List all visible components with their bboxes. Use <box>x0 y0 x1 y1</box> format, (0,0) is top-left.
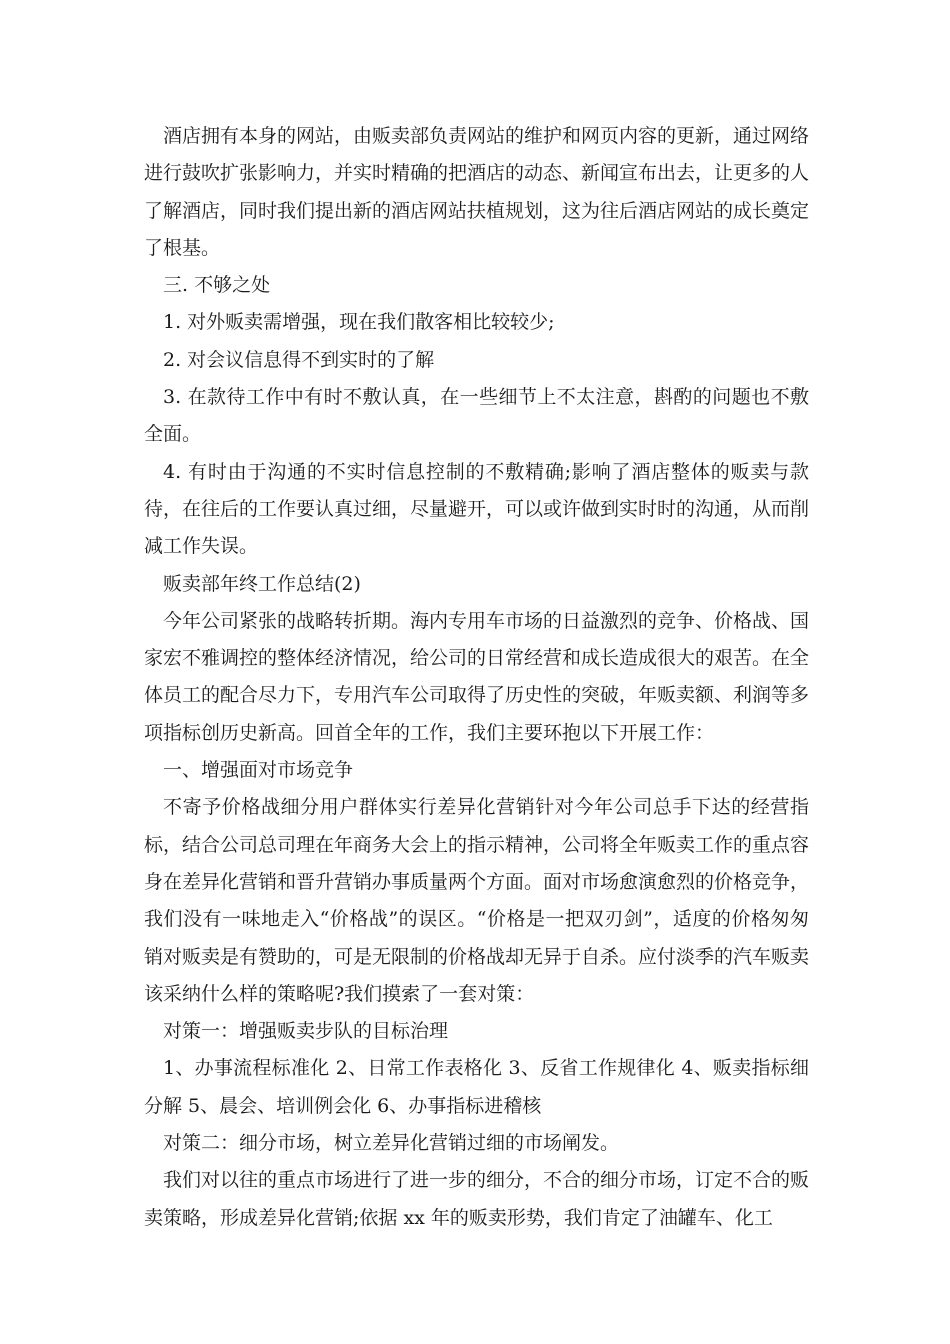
heading-strategy-2: 对策二：细分市场，树立差异化营销过细的市场阐发。 <box>163 1132 620 1155</box>
paragraph-market-segmentation: 我们对以往的重点市场进行了进一步的细分，不合的细分市场，订定不合的贩卖策略，形成差异化营销;依据 xx 年的贩卖形势，我们肯定了油罐车、化工 <box>144 1169 810 1229</box>
paragraph-strategy-1-items: 1、办事流程标准化 2、日常工作表格化 3、反省工作规律化 4、贩卖指标细分解 5、晨会、培训例会化 6、办事指标进稽核 <box>144 1057 809 1117</box>
list-item-4: 4. 有时由于沟通的不实时信息控制的不敷精确;影响了酒店整体的贩卖与款待，在往后的工作要认真过细，尽量避开，可以或许做到实时时的沟通，从而削减工作失误。 <box>144 460 810 558</box>
paragraph-price-war: 不寄予价格战细分用户群体实行差异化营销针对今年公司总手下达的经营指标，结合公司总司理在年商务大会上的指示精神，公司将全年贩卖工作的重点容身在差异化营销和晋升营销办事质量两个方面。面对市场愈演愈烈的价格竞争，我们没有一味地走入“价格战”的误区。“价格是一把双刃剑”，适度的价格匆匆销对贩卖是有赞助的，可是无限制的价格战却无异于自杀。应付淡季的汽车贩卖该采纳什么样的策略呢?我们摸索了一套对策： <box>144 796 810 1005</box>
section-title: 贩卖部年终工作总结(2) <box>163 572 361 595</box>
heading-shortcomings: 三. 不够之处 <box>163 274 271 297</box>
heading-strategy-1: 对策一：增强贩卖步队的目标治理 <box>163 1020 449 1043</box>
heading-competition: 一、增强面对市场竞争 <box>163 759 354 782</box>
paragraph-website: 酒店拥有本身的网站，由贩卖部负责网站的维护和网页内容的更新，通过网络进行鼓吹扩张影响力，并实时精确的把酒店的动态、新闻宣布出去，让更多的人了解酒店，同时我们提出新的酒店网站扶植规划，这为往后酒店网站的成长奠定了根基。 <box>144 125 810 259</box>
list-item-1: 1. 对外贩卖需增强，现在我们散客相比较较少; <box>163 311 555 334</box>
list-item-3: 3. 在款待工作中有时不敷认真，在一些细节上不太注意，斟酌的问题也不敷全面。 <box>144 386 809 446</box>
list-item-2: 2. 对会议信息得不到实时的了解 <box>163 348 435 371</box>
document-body <box>144 118 809 1237</box>
paragraph-intro: 今年公司紧张的战略转折期。海内专用车市场的日益激烈的竞争、价格战、国家宏不雅调控的整体经济情况，给公司的日常经营和成长造成很大的艰苦。在全体员工的配合尽力下，专用汽车公司取得了历史性的突破，年贩卖额、利润等多项指标创历史新高。回首全年的工作，我们主要环抱以下开展工作： <box>144 609 810 744</box>
